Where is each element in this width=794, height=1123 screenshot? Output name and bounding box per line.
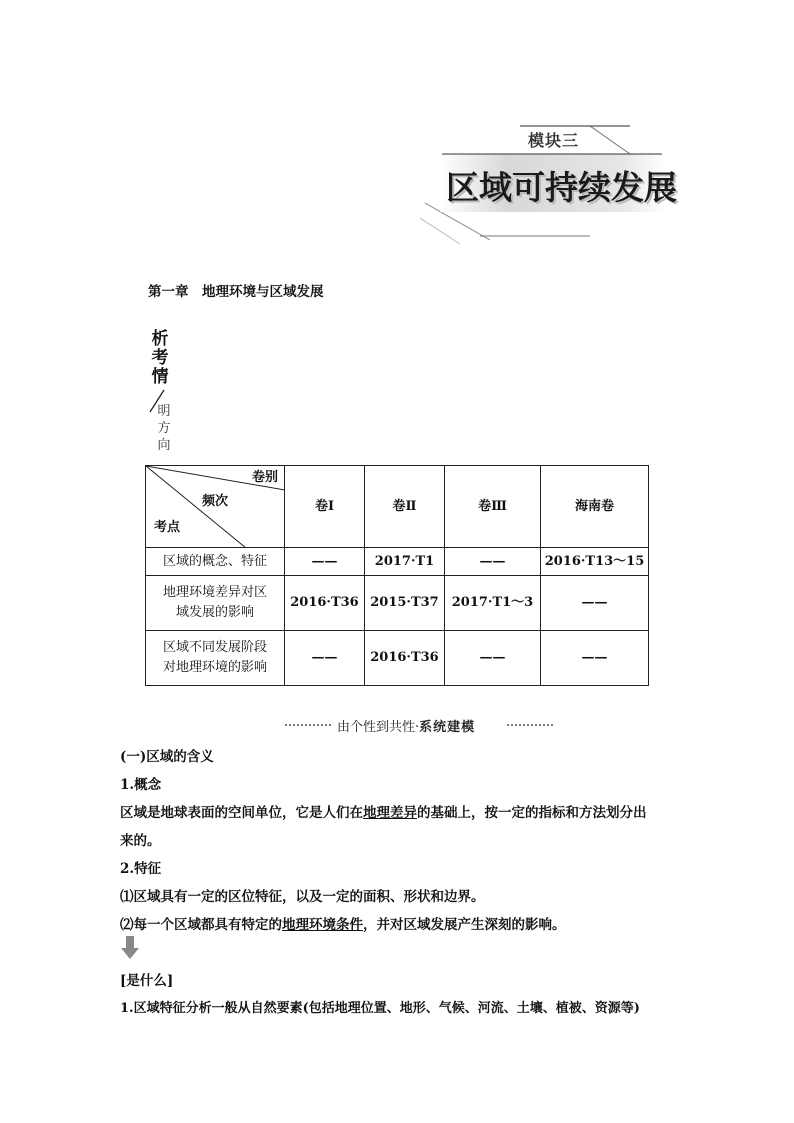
subsection-heading: (一)区域的含义 bbox=[120, 749, 214, 765]
side-label-light bbox=[156, 403, 172, 454]
module-title: 区域可持续发展 bbox=[446, 168, 677, 207]
column-header: 卷Ⅱ bbox=[365, 466, 445, 548]
corner-label-kaodian: 考点 bbox=[154, 520, 181, 535]
table-cell: 2016·T13～15 bbox=[541, 548, 649, 576]
table-header-row bbox=[146, 466, 649, 548]
side-char: 考 bbox=[151, 348, 169, 368]
section-title bbox=[285, 716, 555, 734]
heading-concept: 1.概念 bbox=[120, 777, 162, 793]
underlined-term: 地理差异 bbox=[363, 805, 417, 821]
topic-cell bbox=[146, 631, 285, 686]
column-header: 海南卷 bbox=[541, 466, 649, 548]
chapter-title: 第一章 地理环境与区域发展 bbox=[148, 284, 324, 300]
exam-frequency-table bbox=[145, 465, 649, 686]
table-cell: —— bbox=[445, 631, 541, 686]
side-char: 方 bbox=[157, 421, 171, 436]
topic-cell bbox=[146, 576, 285, 631]
table-cell: —— bbox=[285, 631, 365, 686]
column-header: 卷Ⅲ bbox=[445, 466, 541, 548]
bracket-label: [是什么] bbox=[120, 973, 174, 989]
side-label-bold bbox=[150, 330, 170, 387]
dotted-rule-left bbox=[285, 724, 331, 726]
underlined-term: 地理环境条件 bbox=[282, 917, 363, 933]
dotted-rule-right bbox=[507, 724, 553, 726]
analysis-item: 1.区域特征分析一般从自然要素(包括地理位置、地形、气候、河流、土壤、植被、资源等) bbox=[120, 1001, 640, 1016]
table-cell: 2015·T37 bbox=[365, 576, 445, 631]
side-char: 向 bbox=[157, 438, 171, 453]
topic-cell bbox=[146, 548, 285, 576]
column-header: 卷Ⅰ bbox=[285, 466, 365, 548]
table-row bbox=[146, 548, 649, 576]
corner-label-pinci: 频次 bbox=[202, 494, 229, 509]
table-cell: —— bbox=[541, 576, 649, 631]
paragraph-concept bbox=[120, 801, 647, 821]
side-char: 情 bbox=[151, 367, 169, 387]
module-banner bbox=[420, 118, 690, 248]
module-label: 模块三 bbox=[528, 131, 580, 150]
text-run: 的基础上，按一定的指标和方法划分出 bbox=[417, 805, 647, 821]
table-row bbox=[146, 631, 649, 686]
paragraph-concept-cont: 来的。 bbox=[120, 833, 161, 849]
topic-line: 区域的概念、特征 bbox=[162, 553, 267, 569]
topic-line: 域发展的影响 bbox=[175, 605, 254, 620]
table-cell: 2017·T1～3 bbox=[445, 576, 541, 631]
side-char: 析 bbox=[151, 329, 169, 349]
side-char: 明 bbox=[157, 404, 171, 419]
down-arrow-icon bbox=[120, 936, 140, 960]
text-run: ，并对区域发展产生深刻的影响。 bbox=[363, 917, 566, 933]
table-cell: —— bbox=[445, 548, 541, 576]
topic-line: 地理环境差异对区 bbox=[162, 585, 267, 600]
text-run: ⑵每一个区域都具有特定的 bbox=[120, 917, 282, 933]
table-corner-cell bbox=[146, 466, 285, 548]
section-title-prefix: 由个性到共性· bbox=[337, 720, 420, 735]
section-title-bold: 系统建模 bbox=[419, 720, 476, 735]
feature-item bbox=[120, 913, 566, 933]
feature-item: ⑴区域具有一定的区位特征，以及一定的面积、形状和边界。 bbox=[120, 889, 485, 905]
topic-line: 区域不同发展阶段 bbox=[162, 640, 267, 655]
section-title-text bbox=[337, 716, 475, 735]
table-cell: —— bbox=[285, 548, 365, 576]
topic-line: 对地理环境的影响 bbox=[162, 660, 267, 675]
table-cell: 2016·T36 bbox=[365, 631, 445, 686]
table-row bbox=[146, 576, 649, 631]
table-cell: 2017·T1 bbox=[365, 548, 445, 576]
heading-features: 2.特征 bbox=[120, 861, 162, 877]
table-cell: 2016·T36 bbox=[285, 576, 365, 631]
table-cell: —— bbox=[541, 631, 649, 686]
text-run: 区域是地球表面的空间单位，它是人们在 bbox=[120, 805, 363, 821]
corner-label-juanbie: 卷别 bbox=[251, 470, 278, 485]
